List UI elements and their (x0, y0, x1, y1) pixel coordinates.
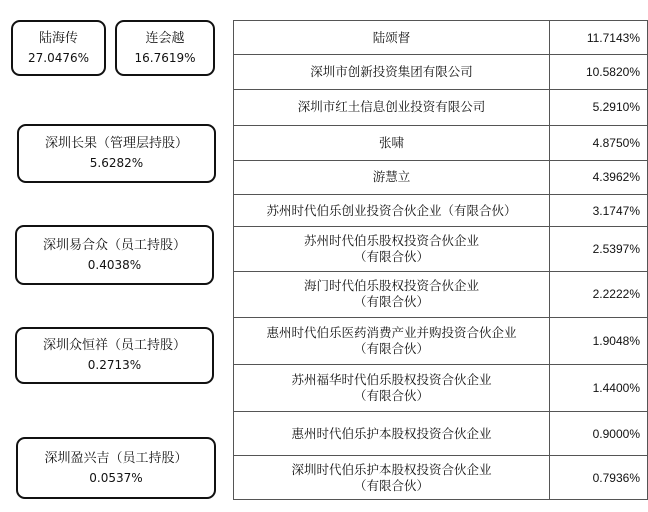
table-row (234, 126, 648, 160)
shareholder-percentage: 0.0537% (89, 470, 143, 485)
table-row (234, 89, 648, 125)
holder-percentage: 2.2222% (550, 271, 648, 317)
table-row (234, 227, 648, 272)
holder-name: 深圳时代伯乐护本股权投资合伙企业 (291, 461, 492, 477)
table-row (234, 21, 648, 55)
holder-percentage: 0.7936% (550, 456, 648, 500)
holder-name-cell (234, 364, 550, 412)
holder-name-cell (234, 89, 550, 125)
shareholder-box-lu-haichuan (11, 20, 106, 76)
holder-name: 惠州时代伯乐护本股权投资合伙企业 (291, 425, 492, 441)
holder-name: 深圳市红土信息创业投资有限公司 (297, 99, 486, 115)
shareholder-box-shenzhen-zhonghengxiang (15, 327, 214, 384)
holder-percentage: 1.4400% (550, 364, 648, 412)
holder-percentage: 4.3962% (550, 160, 648, 194)
shareholder-box-shenzhen-yihezhong (15, 225, 214, 285)
holder-name-cell (234, 21, 550, 55)
holder-name-cell (234, 55, 550, 89)
table-row (234, 364, 648, 412)
shareholder-percentage: 27.0476% (27, 50, 90, 65)
holder-percentage: 10.5820% (550, 55, 648, 89)
table-row (234, 412, 648, 456)
holder-name: 苏州福华时代伯乐股权投资合伙企业 (291, 372, 492, 387)
shareholder-percentage: 16.7619% (134, 50, 196, 65)
holder-name-cell (234, 456, 550, 500)
shareholder-percentage: 0.2713% (87, 358, 142, 372)
shareholder-percentage: 5.6282% (89, 156, 144, 170)
holder-name-cell (234, 160, 550, 194)
holder-name-suffix: （有限合伙） (353, 477, 429, 493)
shareholder-box-shenzhen-yingxingji (16, 437, 216, 499)
shareholder-box-shenzhen-changguo (17, 124, 216, 183)
holder-name-cell (234, 126, 550, 160)
holder-name: 海门时代伯乐股权投资合伙企业 (303, 278, 479, 294)
holder-name: 惠州时代伯乐医药消费产业并购投资合伙企业 (266, 324, 517, 340)
holder-name: 深圳市创新投资集团有限公司 (310, 64, 473, 80)
table-row (234, 317, 648, 364)
holder-name-suffix: （有限合伙） (353, 294, 429, 310)
holder-name-cell (234, 194, 550, 226)
holder-percentage: 2.5397% (550, 227, 648, 272)
shareholder-box-lian-huiyue (115, 20, 215, 76)
holder-name: 苏州时代伯乐股权投资合伙企业 (303, 233, 479, 249)
holder-percentage: 5.2910% (550, 89, 648, 125)
holder-name-suffix: （有限合伙） (353, 340, 429, 356)
holder-name: 陆颂督 (372, 29, 411, 45)
holder-name: 游慧立 (372, 169, 411, 185)
holder-percentage: 1.9048% (550, 317, 648, 364)
holder-name-suffix: （有限合伙） (353, 388, 429, 403)
holder-name-cell (234, 412, 550, 456)
shareholder-table-body (234, 21, 648, 500)
holder-name-cell (234, 227, 550, 272)
holder-name: 张啸 (378, 134, 404, 150)
shareholder-name: 连会越 (145, 30, 185, 46)
table-row (234, 456, 648, 500)
shareholder-name: 深圳众恒祥（员工持股） (42, 338, 186, 353)
shareholder-table (233, 20, 648, 500)
shareholder-name: 陆海传 (38, 30, 78, 46)
holder-name: 苏州时代伯乐创业投资合伙企业（有限合伙） (266, 202, 517, 218)
holder-percentage: 11.7143% (550, 21, 648, 55)
holder-name-suffix: （有限合伙） (353, 249, 429, 265)
shareholder-name: 深圳长果（管理层持股） (44, 136, 188, 151)
shareholder-name: 深圳易合众（员工持股） (42, 237, 186, 253)
shareholder-name: 深圳盈兴吉（员工持股） (44, 450, 188, 466)
holder-percentage: 3.1747% (550, 194, 648, 226)
holder-percentage: 4.8750% (550, 126, 648, 160)
table-row (234, 160, 648, 194)
holder-percentage: 0.9000% (550, 412, 648, 456)
table-row (234, 194, 648, 226)
holder-name-cell (234, 271, 550, 317)
shareholder-percentage: 0.4038% (87, 257, 142, 272)
table-row (234, 271, 648, 317)
holder-name-cell (234, 317, 550, 364)
table-row (234, 55, 648, 89)
